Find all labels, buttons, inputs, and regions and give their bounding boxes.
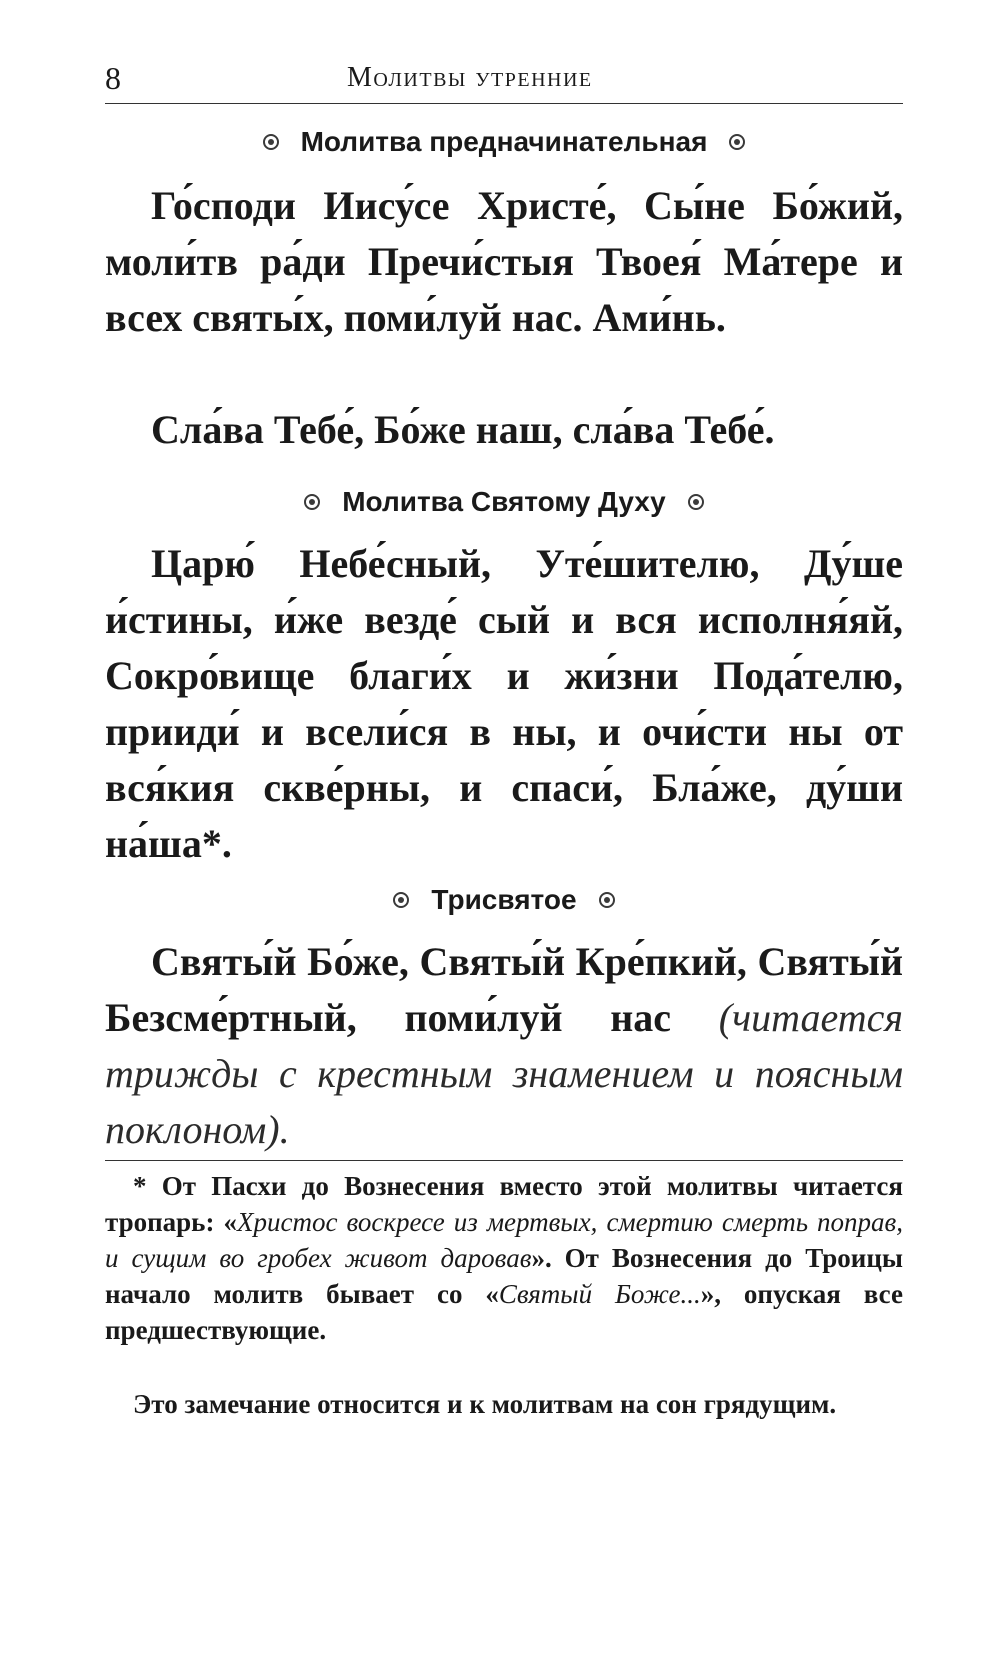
footnote-divider — [105, 1160, 903, 1161]
rosette-ornament-icon — [688, 494, 704, 510]
section-heading-opening-prayer — [105, 122, 903, 162]
prayer-text: Святы́й Бо́же, Святы́й Кре́пкий, Святы́й Безсме́ртный, поми́луй нас — [105, 939, 903, 1040]
prayer-paragraph — [105, 178, 903, 346]
prayer-text: Сла́ва Тебе́, Бо́же наш, сла́ва Тебе́. — [151, 407, 775, 452]
footnote-text: », опуская все предшествующие. — [105, 1279, 903, 1345]
footnote-text: ». От Вознесения до Троицы начало молитв бывает со « — [105, 1243, 903, 1309]
section-heading-label: Молитва предначинательная — [300, 126, 708, 157]
section-heading-label: Трисвятое — [431, 884, 577, 915]
header-divider — [105, 103, 903, 104]
footnote-paragraph — [105, 1386, 903, 1422]
rosette-ornament-icon — [304, 494, 320, 510]
footnote-text: Это замечание относится и к молитвам на сон грядущим. — [133, 1389, 837, 1419]
running-title: Молитвы утренние — [347, 62, 593, 93]
prayer-paragraph — [105, 402, 903, 458]
prayer-paragraph — [105, 934, 903, 1158]
footnote-text: * От Пасхи до Вознесения вместо этой молитвы читается тропарь: « — [105, 1171, 903, 1237]
rosette-ornament-icon — [729, 134, 745, 150]
footnote-paragraph — [105, 1168, 903, 1348]
running-head — [105, 58, 903, 98]
section-heading-holy-spirit-prayer — [105, 482, 903, 522]
footnote-italic-quote: Святый Боже... — [498, 1279, 701, 1309]
rubric-instruction: (читается трижды с крестным знамением и поясным поклоном). — [105, 995, 903, 1152]
rosette-ornament-icon — [263, 134, 279, 150]
book-page — [105, 0, 903, 1669]
rosette-ornament-icon — [393, 892, 409, 908]
page-number: 8 — [105, 60, 121, 96]
rosette-ornament-icon — [599, 892, 615, 908]
prayer-text: Го́споди Иису́се Христе́, Сы́не Бо́жий, моли́тв ра́ди Пречи́стыя Твоея́ Ма́тере и всех святы́х, поми́луй нас. Ами́нь. — [105, 183, 903, 340]
section-heading-label: Молитва Святому Духу — [342, 486, 666, 517]
section-heading-trisagion — [105, 880, 903, 920]
prayer-text: Царю́ Небе́сный, Уте́шителю, Ду́ше и́стины, и́же везде́ сый и вся исполня́яй, Сокро́вище благи́х и жи́зни Пода́телю, прииди́ и всели́ся в ны, и очи́сти ны от вся́кия скве́рны, и спаси́, Бла́же, ду́ши на́ша*. — [105, 541, 903, 866]
prayer-paragraph — [105, 536, 903, 872]
footnote-italic-quote: Христос воскресе из мертвых, смертию смерть поправ, и сущим во гробех живот даровав — [105, 1207, 903, 1273]
